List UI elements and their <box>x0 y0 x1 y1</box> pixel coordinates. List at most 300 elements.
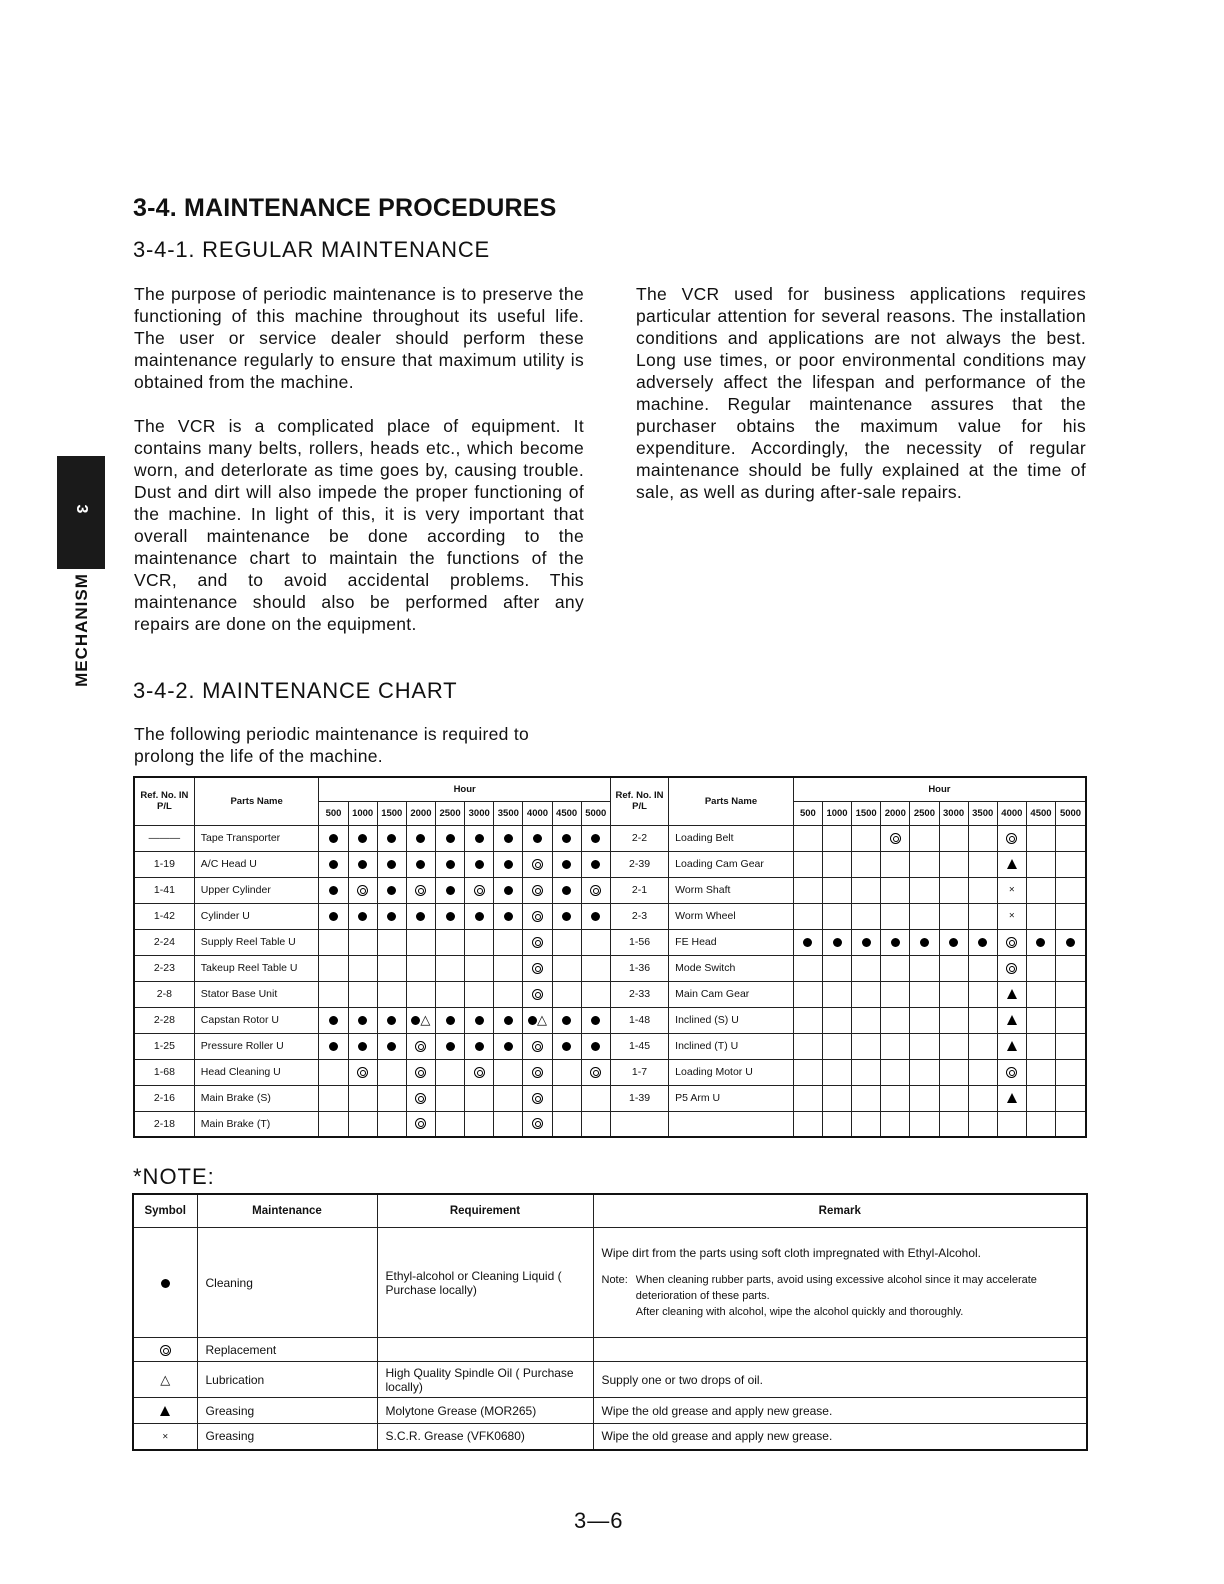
interval-cell <box>523 1111 552 1137</box>
hour-col-500: 500 <box>319 801 348 825</box>
interval-cell <box>494 825 523 851</box>
interval-cell <box>406 1033 435 1059</box>
hour-col-3000: 3000 <box>465 801 494 825</box>
replace-mark-icon <box>415 1118 426 1129</box>
chart-row <box>134 981 1086 1007</box>
ref-no-cell: 1-7 <box>610 1059 668 1085</box>
part-name-cell: Tape Transporter <box>194 825 319 851</box>
interval-cell <box>822 1111 851 1137</box>
grease-mark-icon <box>1007 1015 1017 1025</box>
interval-cell <box>523 955 552 981</box>
interval-cell <box>852 825 881 851</box>
requirement-header: Requirement <box>377 1194 593 1228</box>
interval-cell <box>348 877 377 903</box>
part-name-cell: Head Cleaning U <box>194 1059 319 1085</box>
hour-col-2500: 2500 <box>910 801 939 825</box>
grease-mark-icon <box>1007 1093 1017 1103</box>
parts-name-header-right: Parts Name <box>669 777 794 825</box>
interval-cell <box>552 929 581 955</box>
interval-cell <box>319 1085 348 1111</box>
interval-cell <box>348 929 377 955</box>
interval-cell <box>523 877 552 903</box>
hour-col-1500: 1500 <box>852 801 881 825</box>
interval-cell <box>319 1033 348 1059</box>
interval-cell <box>852 1085 881 1111</box>
part-name-cell: Mode Switch <box>669 955 794 981</box>
interval-cell <box>1056 1085 1086 1111</box>
interval-cell <box>1056 1007 1086 1033</box>
interval-cell <box>465 1007 494 1033</box>
interval-cell <box>435 825 464 851</box>
clean-mark-icon <box>358 834 367 843</box>
interval-cell <box>406 981 435 1007</box>
legend-remark-cell <box>593 1338 1087 1362</box>
interval-cell <box>1056 1111 1086 1137</box>
ref-no-cell: 1-36 <box>610 955 668 981</box>
interval-cell <box>494 1007 523 1033</box>
clean-mark-icon <box>475 912 484 921</box>
interval-cell <box>581 955 610 981</box>
replace-mark-icon <box>474 1067 485 1078</box>
interval-cell <box>822 929 851 955</box>
hour-col-4500: 4500 <box>1026 801 1055 825</box>
legend-symbol-cell <box>133 1424 197 1450</box>
clean-mark-icon <box>411 1016 420 1025</box>
clean-mark-icon <box>329 1042 338 1051</box>
interval-cell <box>319 1007 348 1033</box>
interval-cell <box>881 903 910 929</box>
part-name-cell: Takeup Reel Table U <box>194 955 319 981</box>
interval-cell <box>1056 929 1086 955</box>
ref-no-cell: 2-28 <box>134 1007 194 1033</box>
clean-mark-icon <box>504 860 513 869</box>
interval-cell <box>822 1007 851 1033</box>
replace-mark-icon <box>415 1041 426 1052</box>
replace-mark-icon <box>415 1093 426 1104</box>
interval-cell <box>494 955 523 981</box>
interval-cell <box>523 981 552 1007</box>
hour-col-2000: 2000 <box>881 801 910 825</box>
interval-cell <box>939 955 968 981</box>
chart-row <box>134 825 1086 851</box>
interval-cell <box>552 1111 581 1137</box>
interval-cell <box>406 955 435 981</box>
interval-cell <box>910 825 939 851</box>
interval-cell <box>881 1111 910 1137</box>
interval-cell <box>1026 877 1055 903</box>
interval-cell <box>581 851 610 877</box>
ref-no-cell: 2-2 <box>610 825 668 851</box>
clean-mark-icon <box>504 1016 513 1025</box>
interval-cell <box>1026 851 1055 877</box>
interval-cell <box>523 903 552 929</box>
interval-cell <box>881 981 910 1007</box>
interval-cell <box>377 1033 406 1059</box>
interval-cell <box>939 1059 968 1085</box>
interval-cell <box>968 955 997 981</box>
interval-cell <box>997 903 1026 929</box>
clean-mark-icon <box>591 912 600 921</box>
interval-cell <box>997 1111 1026 1137</box>
clean-mark-icon <box>833 938 842 947</box>
interval-cell <box>465 929 494 955</box>
interval-cell <box>1026 955 1055 981</box>
legend-requirement-cell: High Quality Spindle Oil ( Purchase locally) <box>377 1362 593 1398</box>
interval-cell <box>793 1111 822 1137</box>
part-name-cell: Loading Motor U <box>669 1059 794 1085</box>
chart-row <box>134 1085 1086 1111</box>
legend-symbol-cell <box>133 1228 197 1338</box>
interval-cell <box>348 903 377 929</box>
part-name-cell: Stator Base Unit <box>194 981 319 1007</box>
part-name-cell: FE Head <box>669 929 794 955</box>
interval-cell <box>348 981 377 1007</box>
interval-cell <box>793 981 822 1007</box>
interval-cell <box>435 981 464 1007</box>
replace-mark-icon <box>532 911 543 922</box>
interval-cell <box>319 1111 348 1137</box>
clean-mark-icon <box>329 886 338 895</box>
grease-mark-icon <box>1007 859 1017 869</box>
interval-cell <box>319 955 348 981</box>
replace-mark-icon <box>532 1041 543 1052</box>
ref-no-cell: 1-25 <box>134 1033 194 1059</box>
interval-cell <box>910 955 939 981</box>
interval-cell <box>581 877 610 903</box>
hour-col-4000: 4000 <box>523 801 552 825</box>
interval-cell <box>523 825 552 851</box>
interval-cell <box>348 825 377 851</box>
replace-mark-icon <box>1006 937 1017 948</box>
part-name-cell: Worm Wheel <box>669 903 794 929</box>
replace-mark-icon <box>590 1067 601 1078</box>
interval-cell <box>465 877 494 903</box>
interval-cell <box>968 903 997 929</box>
clean-mark-icon <box>591 1042 600 1051</box>
interval-cell <box>494 1111 523 1137</box>
interval-cell <box>852 929 881 955</box>
replace-mark-icon <box>590 885 601 896</box>
part-name-cell: Cylinder U <box>194 903 319 929</box>
interval-cell <box>939 929 968 955</box>
grease-x-mark-icon: × <box>1008 910 1015 922</box>
interval-cell <box>319 981 348 1007</box>
interval-cell <box>348 1059 377 1085</box>
clean-mark-icon <box>475 1042 484 1051</box>
interval-cell <box>910 851 939 877</box>
clean-mark-icon <box>562 834 571 843</box>
chart-row <box>134 929 1086 955</box>
interval-cell <box>435 1085 464 1111</box>
interval-cell <box>435 929 464 955</box>
replace-mark-icon <box>532 937 543 948</box>
interval-cell <box>523 929 552 955</box>
clean-mark-icon <box>387 886 396 895</box>
chapter-label: MECHANISM <box>72 573 91 687</box>
clean-mark-icon <box>891 938 900 947</box>
clean-mark-icon <box>358 912 367 921</box>
left-paragraph-2: The VCR is a complicated place of equipment. It contains many belts, rollers, heads etc., which become worn, and deterlorate as time goes by, causing trouble. Dust and dirt will also impede the proper functioning of the machine. In light of this, it is very important that overall maintenance be done according to the maintenance chart to maintain the functions of the VCR, and to avoid accidental problems. This maintenance should also be performed after any repairs are done on the equipment. <box>134 416 584 634</box>
interval-cell <box>348 851 377 877</box>
parts-name-header: Parts Name <box>194 777 319 825</box>
interval-cell <box>939 877 968 903</box>
clean-mark-icon <box>387 1016 396 1025</box>
interval-cell <box>881 1085 910 1111</box>
interval-cell <box>939 825 968 851</box>
part-name-cell: Loading Belt <box>669 825 794 851</box>
remark-note-text-2: After cleaning with alcohol, wipe the alcohol quickly and thoroughly. <box>635 1305 964 1318</box>
maintenance-header: Maintenance <box>197 1194 377 1228</box>
interval-cell <box>1056 825 1086 851</box>
ref-no-cell: 1-39 <box>610 1085 668 1111</box>
clean-mark-icon <box>591 834 600 843</box>
interval-cell <box>494 851 523 877</box>
clean-mark-icon <box>387 1042 396 1051</box>
interval-cell <box>822 1085 851 1111</box>
clean-mark-icon <box>475 860 484 869</box>
clean-mark-icon <box>329 834 338 843</box>
clean-mark-icon <box>562 1042 571 1051</box>
ref-no-cell <box>610 1111 668 1137</box>
interval-cell <box>793 929 822 955</box>
replace-mark-icon <box>532 989 543 1000</box>
interval-cell <box>494 1059 523 1085</box>
interval-cell <box>1026 929 1055 955</box>
interval-cell <box>581 981 610 1007</box>
interval-cell <box>581 903 610 929</box>
replace-mark-icon <box>160 1345 171 1356</box>
interval-cell <box>348 1111 377 1137</box>
interval-cell <box>552 877 581 903</box>
interval-cell <box>968 1033 997 1059</box>
interval-cell <box>910 1111 939 1137</box>
interval-cell <box>1056 955 1086 981</box>
ref-no-cell: 1-42 <box>134 903 194 929</box>
ref-no-cell: 2-33 <box>610 981 668 1007</box>
ref-no-cell: 1-56 <box>610 929 668 955</box>
replace-mark-icon <box>357 885 368 896</box>
legend-requirement-cell: Ethyl-alcohol or Cleaning Liquid ( Purchase locally) <box>377 1228 593 1338</box>
interval-cell <box>997 1059 1026 1085</box>
interval-cell <box>581 1111 610 1137</box>
hour-col-3500: 3500 <box>968 801 997 825</box>
clean-mark-icon <box>358 1016 367 1025</box>
hour-col-5000: 5000 <box>581 801 610 825</box>
interval-cell <box>968 1007 997 1033</box>
replace-mark-icon <box>532 1118 543 1129</box>
interval-cell <box>406 1111 435 1137</box>
interval-cell <box>581 1033 610 1059</box>
replace-mark-icon <box>1006 1067 1017 1078</box>
chapter-tab-number: 3 <box>73 504 90 514</box>
interval-cell <box>968 1085 997 1111</box>
ref-no-cell: 2-24 <box>134 929 194 955</box>
interval-cell <box>997 825 1026 851</box>
clean-mark-icon <box>475 834 484 843</box>
interval-cell <box>494 929 523 955</box>
interval-cell <box>852 903 881 929</box>
grease-mark-icon <box>160 1406 170 1416</box>
legend-maintenance-cell: Greasing <box>197 1424 377 1450</box>
interval-cell <box>465 1111 494 1137</box>
right-paragraph-1: The VCR used for business applications requires particular attention for several reasons. The installation conditions and applications are not always the best. Long use times, or poor environmental conditions may adversely affect the lifespan and performance of the machine. Regular maintenance assures that the purchaser obtains the maximum value for his expenditure. Accordingly, the necessity of regular maintenance should be fully explained at the time of sale, as well as during after-sale repairs. <box>636 284 1086 502</box>
interval-cell <box>406 903 435 929</box>
interval-cell <box>852 1059 881 1085</box>
clean-mark-icon <box>416 912 425 921</box>
interval-cell <box>1026 903 1055 929</box>
interval-cell <box>1056 903 1086 929</box>
interval-cell <box>881 1059 910 1085</box>
ref-no-cell: 1-45 <box>610 1033 668 1059</box>
legend-remark-cell <box>593 1228 1087 1338</box>
section-maintenance-chart-title: 3-4-2. MAINTENANCE CHART <box>133 678 458 703</box>
clean-mark-icon <box>591 1016 600 1025</box>
grease-x-mark-icon: × <box>1008 884 1015 896</box>
replace-mark-icon <box>1006 963 1017 974</box>
chart-row <box>134 955 1086 981</box>
clean-mark-icon <box>446 886 455 895</box>
interval-cell <box>881 851 910 877</box>
interval-cell <box>968 851 997 877</box>
clean-mark-icon <box>504 886 513 895</box>
interval-cell <box>1026 1085 1055 1111</box>
legend-row <box>133 1398 1087 1424</box>
interval-cell <box>997 1085 1026 1111</box>
clean-mark-icon <box>387 860 396 869</box>
ref-no-cell: 2-3 <box>610 903 668 929</box>
interval-cell <box>494 1033 523 1059</box>
remark-note-text: When cleaning rubber parts, avoid using excessive alcohol since it may accelerate deterioration of these parts. <box>635 1273 1037 1302</box>
interval-cell <box>435 851 464 877</box>
interval-cell <box>852 955 881 981</box>
interval-cell <box>406 851 435 877</box>
interval-cell <box>939 903 968 929</box>
interval-cell <box>822 1059 851 1085</box>
legend-row <box>133 1362 1087 1398</box>
interval-cell <box>793 877 822 903</box>
replace-mark-icon <box>357 1067 368 1078</box>
interval-cell <box>822 955 851 981</box>
part-name-cell: Main Brake (S) <box>194 1085 319 1111</box>
interval-cell <box>319 877 348 903</box>
part-name-cell: Capstan Rotor U <box>194 1007 319 1033</box>
interval-cell <box>523 1059 552 1085</box>
ref-no-cell: 2-18 <box>134 1111 194 1137</box>
hour-col-1500: 1500 <box>377 801 406 825</box>
clean-mark-icon <box>562 912 571 921</box>
part-name-cell: Upper Cylinder <box>194 877 319 903</box>
interval-cell <box>997 955 1026 981</box>
interval-cell <box>552 1085 581 1111</box>
part-name-cell: Worm Shaft <box>669 877 794 903</box>
hour-col-3500: 3500 <box>494 801 523 825</box>
interval-cell <box>348 1007 377 1033</box>
interval-cell <box>822 981 851 1007</box>
replace-mark-icon <box>890 833 901 844</box>
clean-mark-icon <box>329 1016 338 1025</box>
chart-row <box>134 877 1086 903</box>
interval-cell <box>377 929 406 955</box>
interval-cell <box>348 955 377 981</box>
ref-no-cell: 1-48 <box>610 1007 668 1033</box>
remark-header: Remark <box>593 1194 1087 1228</box>
clean-mark-icon <box>446 860 455 869</box>
ref-header: Ref. No. IN P/L <box>134 777 194 825</box>
legend-row <box>133 1338 1087 1362</box>
interval-cell <box>793 851 822 877</box>
interval-cell <box>881 825 910 851</box>
replace-mark-icon <box>1006 833 1017 844</box>
interval-cell <box>523 851 552 877</box>
symbol-header: Symbol <box>133 1194 197 1228</box>
legend-remark-cell: Wipe the old grease and apply new grease. <box>593 1398 1087 1424</box>
interval-cell <box>377 955 406 981</box>
interval-cell <box>435 1007 464 1033</box>
interval-cell <box>910 903 939 929</box>
legend-requirement-cell: Molytone Grease (MOR265) <box>377 1398 593 1424</box>
legend-maintenance-cell: Replacement <box>197 1338 377 1362</box>
interval-cell <box>968 825 997 851</box>
part-name-cell <box>669 1111 794 1137</box>
lubricate-mark-icon: △ <box>536 1012 547 1028</box>
clean-mark-icon <box>358 1042 367 1051</box>
symbol-legend-table <box>132 1193 1088 1451</box>
lubricate-mark-icon: △ <box>420 1012 431 1028</box>
clean-mark-icon <box>1066 938 1075 947</box>
part-name-cell: Pressure Roller U <box>194 1033 319 1059</box>
interval-cell <box>348 1085 377 1111</box>
clean-mark-icon <box>978 938 987 947</box>
interval-cell <box>581 1085 610 1111</box>
interval-cell <box>939 1085 968 1111</box>
interval-cell <box>968 877 997 903</box>
replace-mark-icon <box>532 1067 543 1078</box>
part-name-cell: Main Cam Gear <box>669 981 794 1007</box>
left-paragraph-1: The purpose of periodic maintenance is to preserve the functioning of this machine throughout its useful life. The user or service dealer should perform these maintenance regularly to ensure that maximum utility is obtained from the machine. <box>134 284 584 392</box>
interval-cell <box>435 877 464 903</box>
interval-cell <box>910 1059 939 1085</box>
clean-mark-icon <box>562 1016 571 1025</box>
interval-cell <box>552 1033 581 1059</box>
clean-mark-icon <box>504 834 513 843</box>
clean-mark-icon <box>862 938 871 947</box>
legend-symbol-cell <box>133 1338 197 1362</box>
interval-cell <box>552 851 581 877</box>
interval-cell <box>1026 981 1055 1007</box>
interval-cell <box>1056 981 1086 1007</box>
interval-cell <box>997 1007 1026 1033</box>
ref-no-cell: 2-1 <box>610 877 668 903</box>
interval-cell <box>377 1007 406 1033</box>
maintenance-chart <box>133 776 1087 1138</box>
replace-mark-icon <box>532 1093 543 1104</box>
interval-cell <box>939 851 968 877</box>
legend-symbol-cell <box>133 1362 197 1398</box>
interval-cell <box>523 1033 552 1059</box>
interval-cell <box>465 825 494 851</box>
clean-mark-icon <box>329 912 338 921</box>
clean-mark-icon <box>446 1016 455 1025</box>
interval-cell <box>435 955 464 981</box>
interval-cell <box>881 1033 910 1059</box>
clean-mark-icon <box>446 912 455 921</box>
remark-note-label: Note: <box>601 1273 628 1286</box>
hour-col-500: 500 <box>793 801 822 825</box>
interval-cell <box>523 1007 552 1033</box>
interval-cell <box>997 851 1026 877</box>
chart-row <box>134 1007 1086 1033</box>
interval-cell <box>1026 1007 1055 1033</box>
